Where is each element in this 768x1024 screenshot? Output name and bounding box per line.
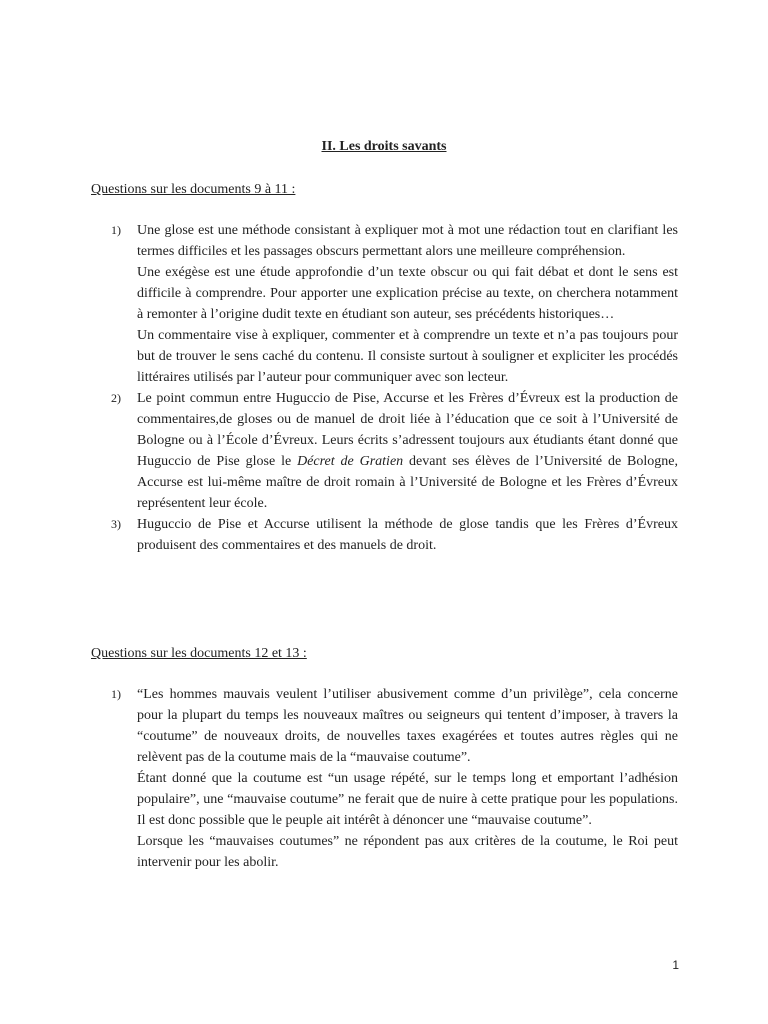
answer-number: 3)	[111, 517, 121, 531]
answer-number: 1)	[111, 223, 121, 237]
italic-title-decret-de-gratien: Décret de Gratien	[297, 454, 404, 469]
answer-list-docs-9-11	[91, 220, 678, 556]
answer-item-1	[91, 220, 678, 388]
answer-paragraph-hommes-mauvais: “Les hommes mauvais veulent l’utiliser abusivement comme d’un privilège”, cela concerne pour la plupart du temps les nouveaux maîtres ou seigneurs qui tentent d’imposer, à travers la “coutume” de nouveaux droits, de nouvelles taxes exagérées et toutes autres règles qui ne relèvent pas de la coutume mais de la “mauvaise coutume”.	[137, 687, 678, 765]
answer-list-docs-12-13	[91, 684, 678, 873]
answer-paragraph-point-commun	[137, 388, 678, 514]
page-number: 1	[672, 958, 679, 972]
answer-item-3	[91, 514, 678, 556]
answer-paragraph-mauvaise-coutume: Étant donné que la coutume est “un usage répété, sur le temps long et emportant l’adhésion populaire”, une “mauvaise coutume” ne ferait que de nuire à cette pratique pour les populations. Il est donc possible que le peuple ait intérêt à dénoncer une “mauvaise coutume”.	[137, 771, 678, 828]
answer-item-1	[91, 684, 678, 873]
questions-heading-docs-9-11: Questions sur les documents 9 à 11 :	[91, 182, 296, 197]
answer-text-before: Le point commun entre Huguccio de Pise, Accurse et les Frères d’Évreux est la production de commentaires,de gloses ou de manuel de droit liée à l’éducation que ce soit à l’Université de Bologne ou à l’École d’Évreux. Leurs écrits s’adressent toujours aux étudiants étant donné que Huguccio de Pise glose le	[137, 391, 678, 469]
answer-text-after: devant ses élèves de l’Université de Bologne, Accurse est lui-même maître de droit romain à l’Université de Bologne et les Frères d’Évreux représentent leur école.	[137, 454, 678, 511]
answer-paragraph-exegese: Une exégèse est une étude approfondie d’un texte obscur ou qui fait débat et dont le sens est difficile à comprendre. Pour apporter une explication précise au texte, on cherchera notamment à remonter à l’origine dudit texte en étudiant son auteur, ses précédents historiques…	[137, 265, 678, 322]
answer-paragraph-roi: Lorsque les “mauvaises coutumes” ne répondent pas aux critères de la coutume, le Roi peut intervenir pour les abolir.	[137, 834, 678, 870]
answer-number: 1)	[111, 687, 121, 701]
answer-paragraph-commentaire: Un commentaire vise à expliquer, commenter et à comprendre un texte et n’a pas toujours pour but de trouver le sens caché du contenu. Il consiste surtout à souligner et expliciter les procédés littéraires utilisés par l’auteur pour communiquer avec son lecteur.	[137, 328, 678, 385]
section-title: II. Les droits savants	[321, 139, 447, 154]
questions-heading-docs-12-13: Questions sur les documents 12 et 13 :	[91, 646, 307, 661]
answer-item-2	[91, 388, 678, 514]
answer-paragraph-glose: Une glose est une méthode consistant à expliquer mot à mot une rédaction tout en clarifiant les termes difficiles et les passages obscurs permettant alors une meilleure compréhension.	[137, 223, 678, 259]
answer-paragraph-methodes: Huguccio de Pise et Accurse utilisent la méthode de glose tandis que les Frères d’Évreux produisent des commentaires et des manuels de droit.	[137, 517, 678, 553]
answer-number: 2)	[111, 391, 121, 405]
